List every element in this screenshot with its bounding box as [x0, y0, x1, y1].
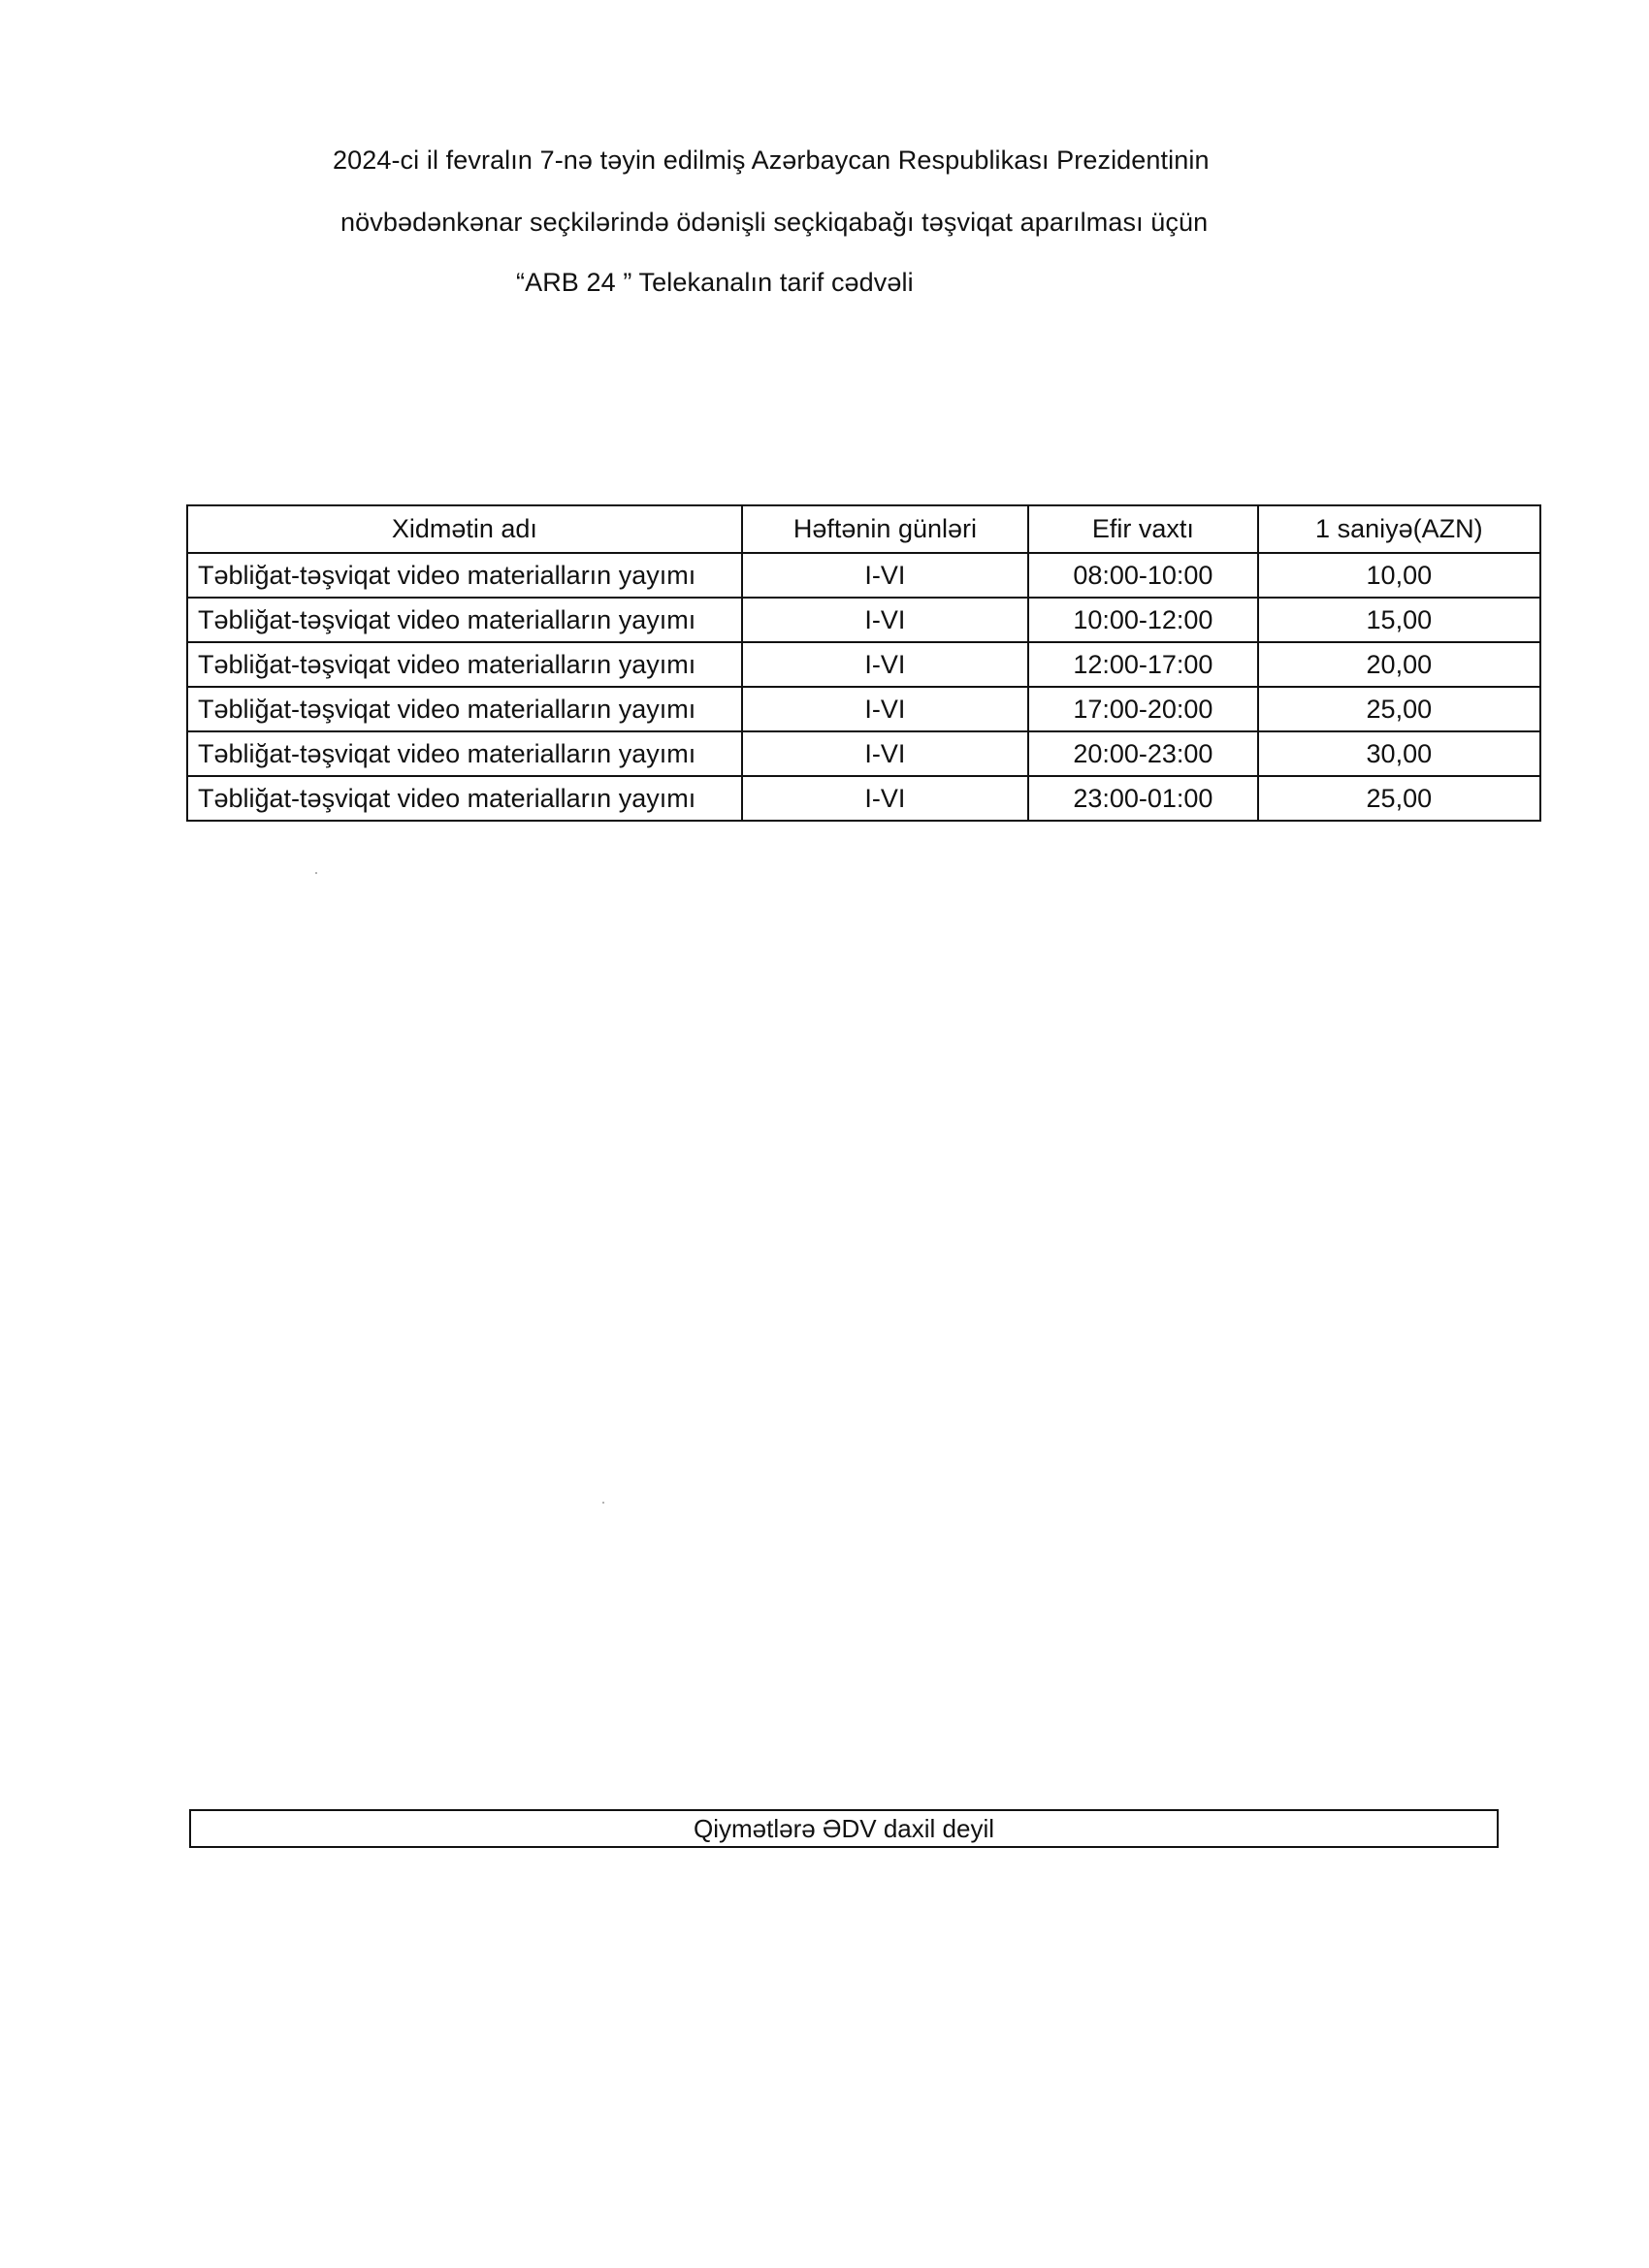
cell-days: I-VI — [742, 642, 1028, 687]
cell-price: 15,00 — [1258, 598, 1540, 642]
cell-time: 23:00-01:00 — [1028, 776, 1258, 821]
table-row — [187, 731, 1540, 776]
cell-service: Təbliğat-təşviqat video materialların yayımı — [187, 553, 742, 598]
column-header-days: Həftənin günləri — [742, 505, 1028, 553]
vat-note-box — [189, 1809, 1499, 1848]
table-row — [187, 642, 1540, 687]
cell-service: Təbliğat-təşviqat video materialların yayımı — [187, 687, 742, 731]
cell-days: I-VI — [742, 776, 1028, 821]
cell-time: 10:00-12:00 — [1028, 598, 1258, 642]
cell-price: 20,00 — [1258, 642, 1540, 687]
table-row — [187, 687, 1540, 731]
cell-price: 25,00 — [1258, 687, 1540, 731]
cell-service: Təbliğat-təşviqat video materialların yayımı — [187, 598, 742, 642]
table-row — [187, 553, 1540, 598]
title-line-2: növbədənkənar seçkilərində ödənişli seçkiqabağı təşviqat aparılması üçün — [340, 208, 1209, 237]
cell-days: I-VI — [742, 553, 1028, 598]
table-header-row — [187, 505, 1540, 553]
cell-service: Təbliğat-təşviqat video materialların yayımı — [187, 776, 742, 821]
table-row — [187, 598, 1540, 642]
column-header-time: Efir vaxtı — [1028, 505, 1258, 553]
cell-time: 12:00-17:00 — [1028, 642, 1258, 687]
cell-time: 20:00-23:00 — [1028, 731, 1258, 776]
cell-time: 17:00-20:00 — [1028, 687, 1258, 731]
cell-days: I-VI — [742, 687, 1028, 731]
vat-note-text: Qiymətlərə ƏDV daxil deyil — [694, 1814, 994, 1843]
cell-price: 25,00 — [1258, 776, 1540, 821]
cell-service: Təbliğat-təşviqat video materialların yayımı — [187, 642, 742, 687]
cell-price: 10,00 — [1258, 553, 1540, 598]
cell-days: I-VI — [742, 731, 1028, 776]
scan-speck — [602, 1502, 604, 1504]
cell-time: 08:00-10:00 — [1028, 553, 1258, 598]
tariff-table — [186, 504, 1541, 822]
title-line-1: 2024-ci il fevralın 7-nə təyin edilmiş Azərbaycan Respublikası Prezidentinin — [333, 146, 1210, 175]
cell-service: Təbliğat-təşviqat video materialların yayımı — [187, 731, 742, 776]
table-row — [187, 776, 1540, 821]
scan-speck — [315, 872, 317, 874]
column-header-price: 1 saniyə(AZN) — [1258, 505, 1540, 553]
cell-price: 30,00 — [1258, 731, 1540, 776]
title-line-3: “ARB 24 ” Telekanalın tarif cədvəli — [516, 268, 914, 297]
cell-days: I-VI — [742, 598, 1028, 642]
column-header-service: Xidmətin adı — [187, 505, 742, 553]
